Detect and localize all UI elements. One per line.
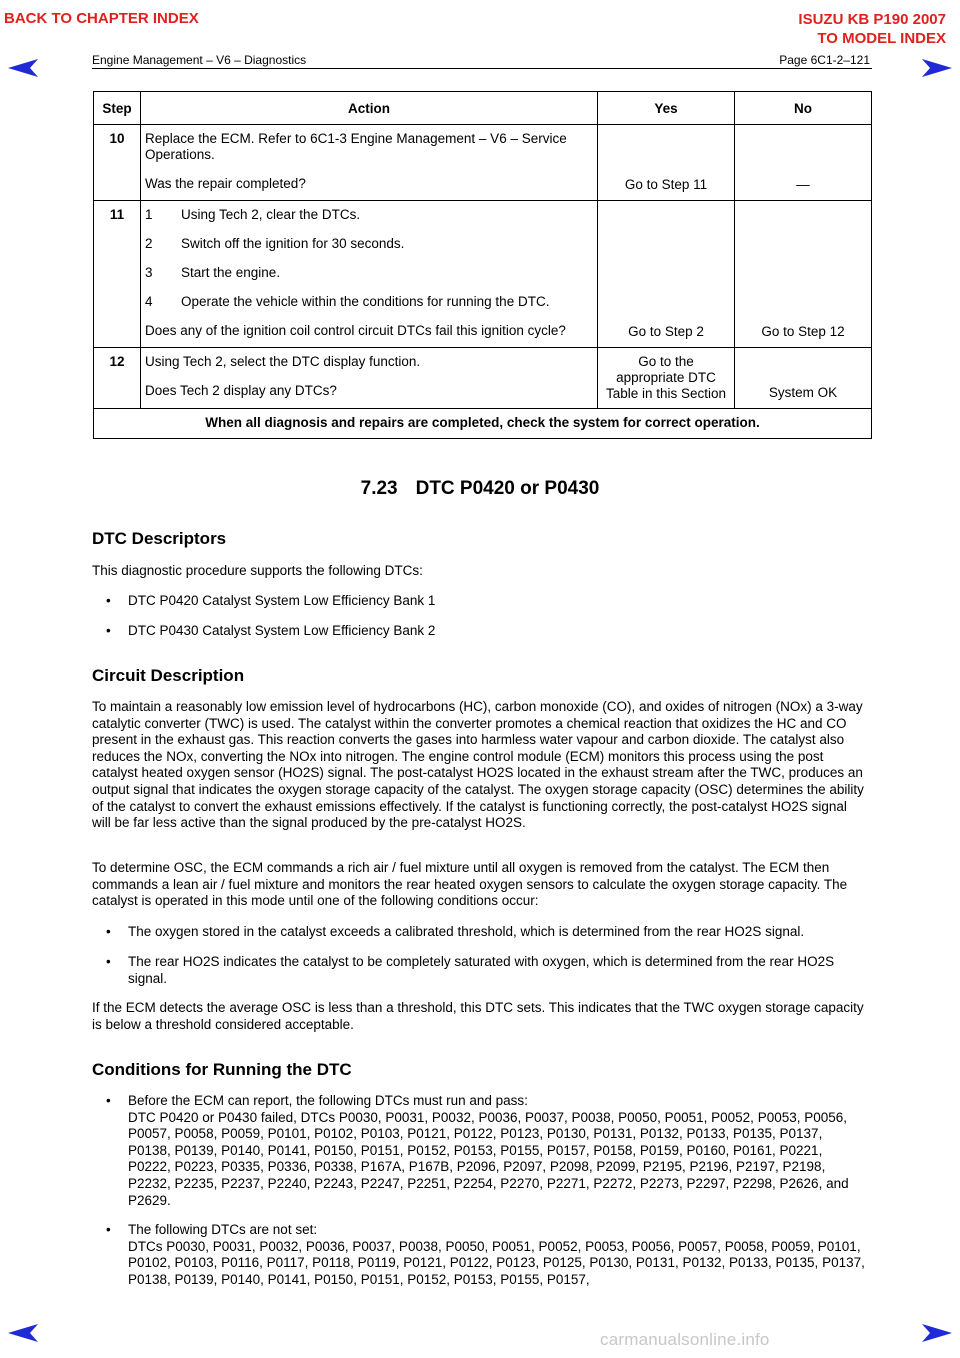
diagnostic-step-table bbox=[93, 91, 872, 439]
circuit-paragraph-3: If the ECM detects the average OSC is less than a threshold, this DTC sets. This indicates that the TWC oxygen storage capacity is below a threshold considered acceptable. bbox=[92, 1000, 864, 1032]
col-header-yes: Yes bbox=[598, 92, 735, 125]
list-item bbox=[92, 1222, 867, 1288]
model-title: ISUZU KB P190 2007 bbox=[798, 11, 946, 28]
step-action bbox=[141, 348, 598, 409]
bullet-icon: • bbox=[106, 924, 111, 939]
circuit-paragraph-1: To maintain a reasonably low emission level of hydrocarbons (HC), carbon monoxide (CO), and oxides of nitrogen (NOx) a 3-way catalytic converter (TWC) is used. The catalyst within the converter promotes a chemical reaction that oxidizes the HC and CO present in the exhaust gas. This reaction converts the gases into harmless water vapour and carbon dioxide. The catalyst also reduces the NOx, converting the NOx into nitrogen. The engine control module (ECM) monitors this process using the post catalyst heated oxygen sensor (HO2S) signal. The post-catalyst HO2S located in the exhaust stream after the TWC, produces an output signal that indicates the oxygen storage capacity of the catalyst. The oxygen storage capacity (OSC) determines the ability of the catalyst to convert the exhaust emissions effectively. If the catalyst is functioning correctly, the post-catalyst HO2S signal will be far less active than the signal produced by the pre-catalyst HO2S. bbox=[92, 699, 864, 831]
next-page-arrow-icon[interactable] bbox=[920, 1322, 954, 1344]
step-yes: Go to Step 11 bbox=[598, 125, 735, 201]
watermark: carmanualsonline.info bbox=[600, 1330, 770, 1349]
step-number: 10 bbox=[94, 125, 141, 201]
closing-note: When all diagnosis and repairs are completed, check the system for correct operation. bbox=[94, 409, 872, 439]
section-number: 7.23 bbox=[360, 478, 398, 499]
to-model-index-link[interactable]: TO MODEL INDEX bbox=[817, 30, 946, 47]
action-text: Using Tech 2, select the DTC display function. bbox=[145, 354, 421, 369]
step-action bbox=[141, 125, 598, 201]
condition-lead: The following DTCs are not set: bbox=[128, 1222, 318, 1237]
table-header-row bbox=[94, 92, 872, 125]
condition-dtc-list: DTC P0420 or P0430 failed, DTCs P0030, P0031, P0032, P0036, P0037, P0038, P0050, P0051, P0052, P0053, P0056, P0057, P0058, P0059, P0101, P0102, P0103, P0121, P0122, P0123, P0130, P0131, P0132, P0133, P0135, P0137, P0138, P0139, P0140, P0141, P0150, P0151, P0152, P0153, P0155, P0157, P0158, P0159, P0160, P0161, P0221, P0222, P0223, P0335, P0336, P0338, P167A, P167B, P2096, P2097, P2098, P2099, P2195, P2196, P2197, P2198, P2232, P2235, P2237, P2240, P2243, P2247, P2251, P2254, P2270, P2271, P2272, P2273, P2297, P2298, P2626, and P2629. bbox=[128, 1109, 849, 1208]
bullet-icon: • bbox=[106, 593, 111, 608]
col-header-step: Step bbox=[94, 92, 141, 125]
circuit-description-heading: Circuit Description bbox=[92, 666, 245, 685]
col-header-no: No bbox=[735, 92, 872, 125]
action-question: Does Tech 2 display any DTCs? bbox=[145, 383, 337, 398]
bullet-icon: • bbox=[106, 623, 111, 638]
list-item: 1 Using Tech 2, clear the DTCs. bbox=[145, 207, 361, 222]
step-number: 11 bbox=[94, 201, 141, 348]
condition-lead: Before the ECM can report, the following DTCs must run and pass: bbox=[128, 1093, 528, 1108]
step-yes: Go to Step 2 bbox=[598, 201, 735, 348]
step-no: — bbox=[735, 125, 872, 201]
step-action bbox=[141, 201, 598, 348]
section-heading: DTC P0420 or P0430 bbox=[415, 478, 600, 499]
dtc-descriptors-heading: DTC Descriptors bbox=[92, 529, 227, 548]
running-header-title: Engine Management – V6 – Diagnostics bbox=[92, 53, 307, 67]
previous-page-arrow-icon[interactable] bbox=[6, 57, 40, 79]
step-no: Go to Step 12 bbox=[735, 201, 872, 348]
list-item: • The oxygen stored in the catalyst exceeds a calibrated threshold, which is determined from the rear HO2S signal. bbox=[92, 924, 867, 941]
table-row-step-12 bbox=[94, 348, 872, 409]
table-row-step-11 bbox=[94, 201, 872, 348]
col-header-action: Action bbox=[141, 92, 598, 125]
action-question: Was the repair completed? bbox=[145, 176, 306, 191]
list-item: 2 Switch off the ignition for 30 seconds. bbox=[145, 236, 405, 251]
action-text: Replace the ECM. Refer to 6C1-3 Engine Management – V6 – Service Operations. bbox=[145, 131, 567, 162]
action-question: Does any of the ignition coil control circuit DTCs fail this ignition cycle? bbox=[145, 323, 566, 338]
next-page-arrow-icon[interactable] bbox=[920, 57, 954, 79]
list-item: 4 Operate the vehicle within the conditions for running the DTC. bbox=[145, 294, 550, 309]
step-yes: Go to the appropriate DTC Table in this Section bbox=[598, 348, 735, 409]
list-item: • DTC P0420 Catalyst System Low Efficiency Bank 1 bbox=[92, 593, 867, 610]
bullet-icon: • bbox=[106, 1222, 111, 1237]
back-to-chapter-index-link[interactable]: BACK TO CHAPTER INDEX bbox=[4, 10, 199, 27]
circuit-paragraph-2: To determine OSC, the ECM commands a rich air / fuel mixture until all oxygen is removed from the catalyst. The ECM then commands a lean air / fuel mixture and monitors the rear heated oxygen sensors to calculate the oxygen storage capacity. The catalyst is operated in this mode until one of the following conditions occur: bbox=[92, 860, 848, 909]
bullet-icon: • bbox=[106, 1093, 111, 1108]
conditions-heading: Conditions for Running the DTC bbox=[92, 1060, 352, 1079]
table-row-closing bbox=[94, 409, 872, 439]
previous-page-arrow-icon[interactable] bbox=[6, 1322, 40, 1344]
descriptors-intro: This diagnostic procedure supports the following DTCs: bbox=[92, 563, 423, 578]
condition-dtc-list: DTCs P0030, P0031, P0032, P0036, P0037, P0038, P0050, P0051, P0052, P0053, P0056, P0057, P0058, P0059, P0101, P0102, P0103, P0116, P0117, P0118, P0119, P0121, P0122, P0123, P0125, P0130, P0131, P0132, P0133, P0135, P0137, P0138, P0139, P0140, P0141, P0150, P0151, P0152, P0153, P0155, P0157, bbox=[128, 1238, 865, 1287]
list-item: 3 Start the engine. bbox=[145, 265, 281, 280]
step-number: 12 bbox=[94, 348, 141, 409]
model-index-block bbox=[798, 10, 946, 48]
list-item: • The rear HO2S indicates the catalyst to be completely saturated with oxygen, which is determined from the rear HO2S signal. bbox=[92, 954, 867, 987]
section-title bbox=[0, 478, 960, 500]
page-number: Page 6C1-2–121 bbox=[779, 53, 870, 67]
step-no: System OK bbox=[735, 348, 872, 409]
header-rule bbox=[92, 68, 872, 69]
list-item bbox=[92, 1093, 867, 1209]
table-row-step-10 bbox=[94, 125, 872, 201]
list-item: • DTC P0430 Catalyst System Low Efficiency Bank 2 bbox=[92, 623, 867, 640]
bullet-icon: • bbox=[106, 954, 111, 969]
